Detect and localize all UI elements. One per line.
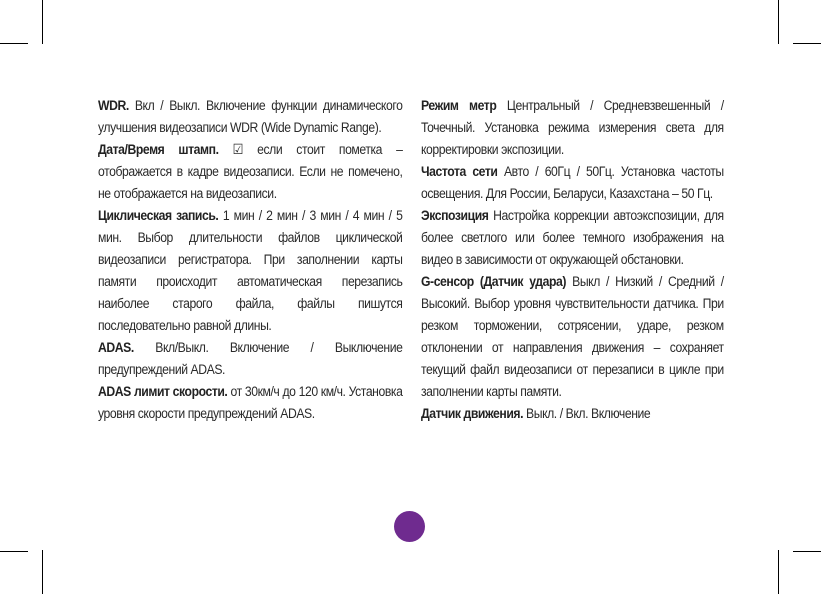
page-marker-dot <box>394 511 425 542</box>
paragraph-light-frequency <box>421 161 724 205</box>
description: если стоит пометка – отображается в кадре видеозаписи. Если не помечено, не отображается на видеозаписи. <box>98 142 403 202</box>
crop-mark <box>42 550 43 594</box>
paragraph-adas-speed-limit <box>98 381 402 425</box>
term: Режим метр <box>421 98 497 114</box>
description: Вкл / Выкл. Включение функции динамического улучшения видеозаписи WDR (Wide Dynamic Range). <box>98 98 403 136</box>
description: Настройка коррекции автоэкспозиции, для более светлого или более темного изображения на видео в зависимости от окружающей обстановки. <box>421 208 724 268</box>
term: WDR. <box>98 98 129 114</box>
right-column <box>421 95 724 425</box>
paragraph-loop-recording <box>98 205 402 337</box>
description: Вкл/Выкл. Включение / Выключение предупреждений ADAS. <box>98 340 403 378</box>
term: Датчик движения. <box>421 406 524 422</box>
description: Авто / 60Гц / 50Гц. Установка частоты освещения. Для России, Беларуси, Казахстана – 50 Гц. <box>421 164 724 202</box>
description: Выкл / Низкий / Средний / Высокий. Выбор уровня чувствительности датчика. При резком торможении, сотрясении, ударе, резком отклонении от направления движения – сохраняет текущий файл видеозаписи от перезаписи в цикле при заполнении карты памяти. <box>421 274 724 400</box>
description: Центральный / Средневзвешенный / Точечный. Установка режима измерения света для корректировки экспозиции. <box>421 98 724 158</box>
paragraph-exposure <box>421 205 724 271</box>
crop-mark <box>793 551 821 552</box>
left-column <box>98 95 402 425</box>
term: ADAS лимит скорости. <box>98 384 228 400</box>
term: G-сенсор (Датчик удара) <box>421 274 566 290</box>
crop-mark <box>778 550 779 594</box>
description: Выкл. / Вкл. Включение <box>526 406 651 422</box>
term: Экспозиция <box>421 208 489 224</box>
term: Дата/Время штамп. <box>98 142 219 158</box>
paragraph-g-sensor <box>421 271 724 403</box>
paragraph-wdr <box>98 95 402 139</box>
paragraph-date-time-stamp <box>98 139 402 205</box>
description: от 30км/ч до 120 км/ч. Установка уровня скорости предупреждений ADAS. <box>98 384 403 422</box>
paragraph-metering-mode <box>421 95 724 161</box>
crop-mark <box>42 0 43 44</box>
term: ADAS. <box>98 340 134 356</box>
checkbox-checked-icon: ☑ <box>232 142 244 158</box>
crop-mark <box>778 0 779 44</box>
crop-mark <box>793 43 821 44</box>
crop-mark <box>0 551 28 552</box>
paragraph-adas <box>98 337 402 381</box>
description: 1 мин / 2 мин / 3 мин / 4 мин / 5 мин. Выбор длительности файлов циклической видеозаписи регистратора. При заполнении карты памяти происходит автоматическая перезапись наиболее старого файла, файлы пишутся последовательно равной длины. <box>98 208 403 334</box>
crop-mark <box>0 43 28 44</box>
term: Частота сети <box>421 164 498 180</box>
paragraph-motion-detection <box>421 403 724 425</box>
term: Циклическая запись. <box>98 208 219 224</box>
